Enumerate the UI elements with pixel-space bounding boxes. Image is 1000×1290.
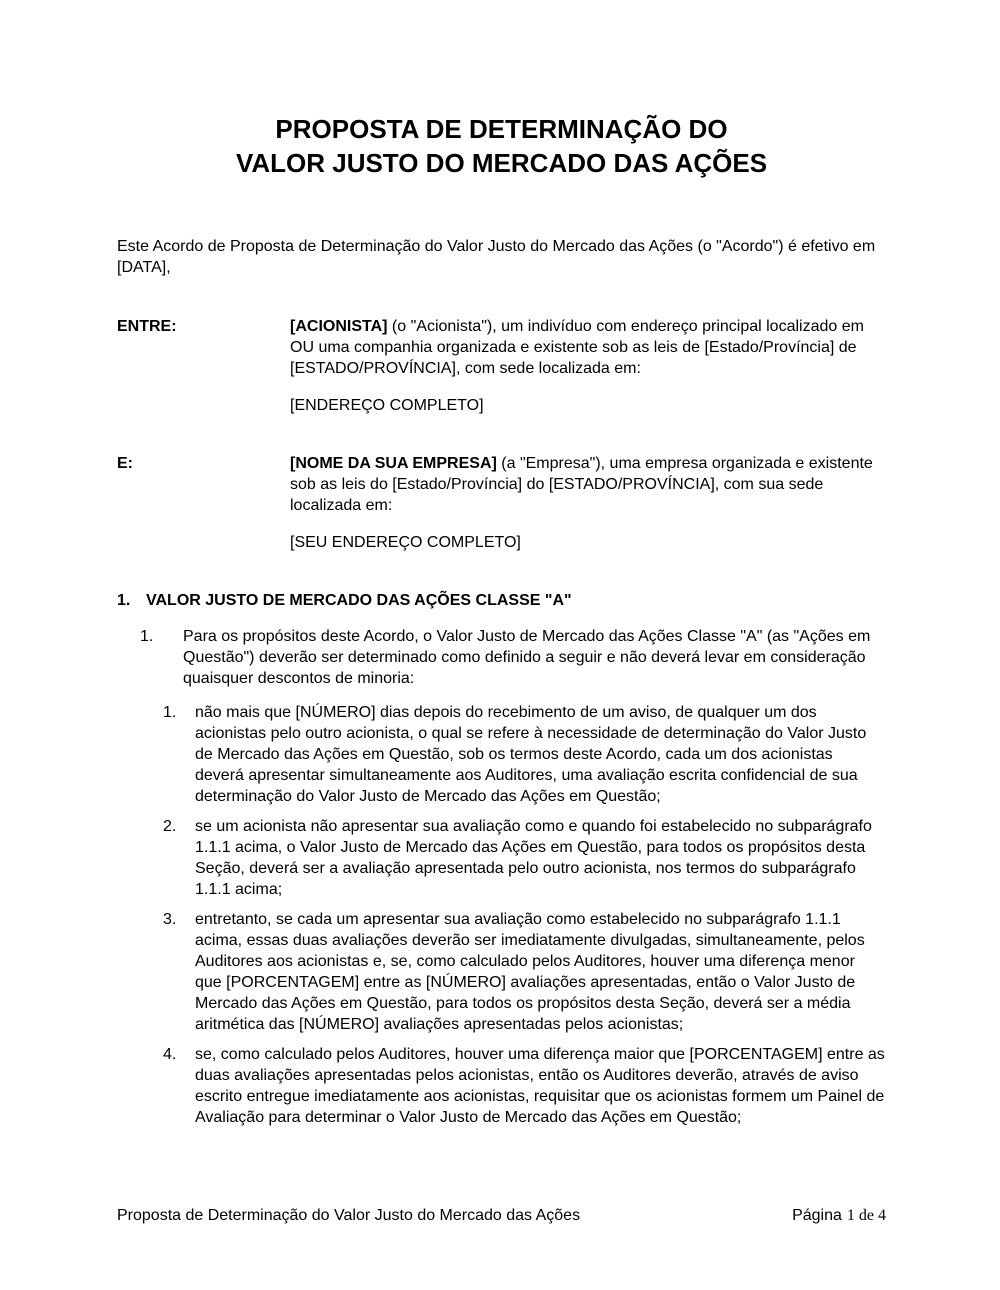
- subclause-list: [117, 702, 886, 1128]
- party-name-placeholder-entre: [ACIONISTA]: [290, 318, 388, 335]
- document-title: [117, 112, 886, 180]
- subclause-1-1-1: [163, 702, 886, 807]
- section-1-title: VALOR JUSTO DE MERCADO DAS AÇÕES CLASSE "A": [146, 592, 572, 609]
- document-title-line2: VALOR JUSTO DO MERCADO DAS AÇÕES: [235, 148, 768, 178]
- party-description-entre: [290, 316, 886, 379]
- subclause-1-1-4-text: se, como calculado pelos Auditores, houver uma diferença maior que [PORCENTAGEM] entre as duas avaliações apresentadas pelos acionistas, então os Auditores deverão, através de aviso escrito entregue imediatamente aos acionistas, requisitar que os acionistas formem um Painel de Avaliação para determinar o Valor Justo de Mercado das Ações em Questão;: [195, 1046, 885, 1126]
- subclause-1-1-4: [163, 1044, 886, 1128]
- footer-page-value: 1 de 4: [846, 1207, 886, 1224]
- footer-page-indicator: [792, 1205, 886, 1226]
- subclause-1-1-4-number: 4.: [163, 1046, 177, 1063]
- party-body-entre: [290, 316, 886, 416]
- subclause-1-1-3-number: 3.: [163, 911, 177, 928]
- subclause-1-1-2-number: 2.: [163, 818, 177, 835]
- party-block-entre: [117, 316, 886, 416]
- party-block-e: [117, 453, 886, 553]
- subclause-1-1-3-text: entretanto, se cada um apresentar sua avaliação como estabelecido no subparágrafo 1.1.1 acima, essas duas avaliações deverão ser imediatamente divulgadas, simultaneamente, pelos Auditores aos acionistas e, se, como calculado pelos Auditores, houver uma diferença menor que [PORCENTAGEM] entre as [NÚMERO] avaliações apresentadas, então o Valor Justo de Mercado das Ações em Questão, para todos os propósitos desta Seção, deverá ser a média aritmética das [NÚMERO] avaliações apresentadas pelos acionistas;: [195, 911, 865, 1033]
- party-body-e: [290, 453, 886, 553]
- intro-paragraph: Este Acordo de Proposta de Determinação do Valor Justo do Mercado das Ações (o "Acordo") é efetivo em [DATA],: [117, 238, 876, 276]
- document-content: [117, 0, 886, 1137]
- party-address-placeholder-entre: [ENDEREÇO COMPLETO]: [290, 397, 484, 414]
- party-label-e: E:: [117, 455, 133, 472]
- page-footer: [117, 1205, 886, 1226]
- party-description-e: [290, 453, 886, 516]
- footer-document-name: Proposta de Determinação do Valor Justo do Mercado das Ações: [117, 1207, 581, 1224]
- party-description-text-e: (a "Empresa"), uma empresa organizada e existente sob as leis do [Estado/Província] do [ESTADO/PROVÍNCIA], com sua sede localizada em:: [290, 455, 873, 514]
- document-title-line1: PROPOSTA DE DETERMINAÇÃO DO: [275, 114, 728, 144]
- party-name-placeholder-e: [NOME DA SUA EMPRESA]: [290, 455, 497, 472]
- party-label-entre: ENTRE:: [117, 318, 177, 335]
- subclause-1-1-2-text: se um acionista não apresentar sua avaliação como e quando foi estabelecido no subparágrafo 1.1.1 acima, o Valor Justo de Mercado das Ações em Questão, para todos os propósitos desta Seção, deverá ser a avaliação apresentada pelo outro acionista, nos termos do subparágrafo 1.1.1 acima;: [195, 818, 872, 898]
- section-1-heading: [117, 590, 886, 611]
- subclause-1-1-2: [163, 816, 886, 900]
- subclause-1-1-3: [163, 909, 886, 1035]
- section-1-number: 1.: [117, 592, 131, 609]
- party-address-placeholder-e: [SEU ENDEREÇO COMPLETO]: [290, 534, 521, 551]
- subclause-1-1-1-text: não mais que [NÚMERO] dias depois do recebimento de um aviso, de qualquer um dos acionistas pelo outro acionista, o qual se refere à necessidade de determinação do Valor Justo de Mercado das Ações em Questão, sob os termos deste Acordo, cada um dos acionistas deverá apresentar simultaneamente aos Auditores, uma avaliação escrita confidencial de sua determinação do Valor Justo de Mercado das Ações em Questão;: [195, 704, 867, 805]
- clause-1-1-text: Para os propósitos deste Acordo, o Valor Justo de Mercado das Ações Classe "A" (as "Ações em Questão") deverão ser determinado como definido a seguir e não deverá levar em consideração quaisquer descontos de minoria:: [183, 628, 871, 687]
- subclause-1-1-1-number: 1.: [163, 704, 177, 721]
- party-description-text-entre: (o "Acionista"), um indivíduo com endereço principal localizado em OU uma companhia organizada e existente sob as leis de [Estado/Província] de [ESTADO/PROVÍNCIA], com sede localizada em:: [290, 318, 864, 377]
- clause-1-1: [117, 626, 886, 689]
- clause-1-1-number: 1.: [140, 628, 154, 645]
- footer-page-label: Página: [792, 1207, 842, 1224]
